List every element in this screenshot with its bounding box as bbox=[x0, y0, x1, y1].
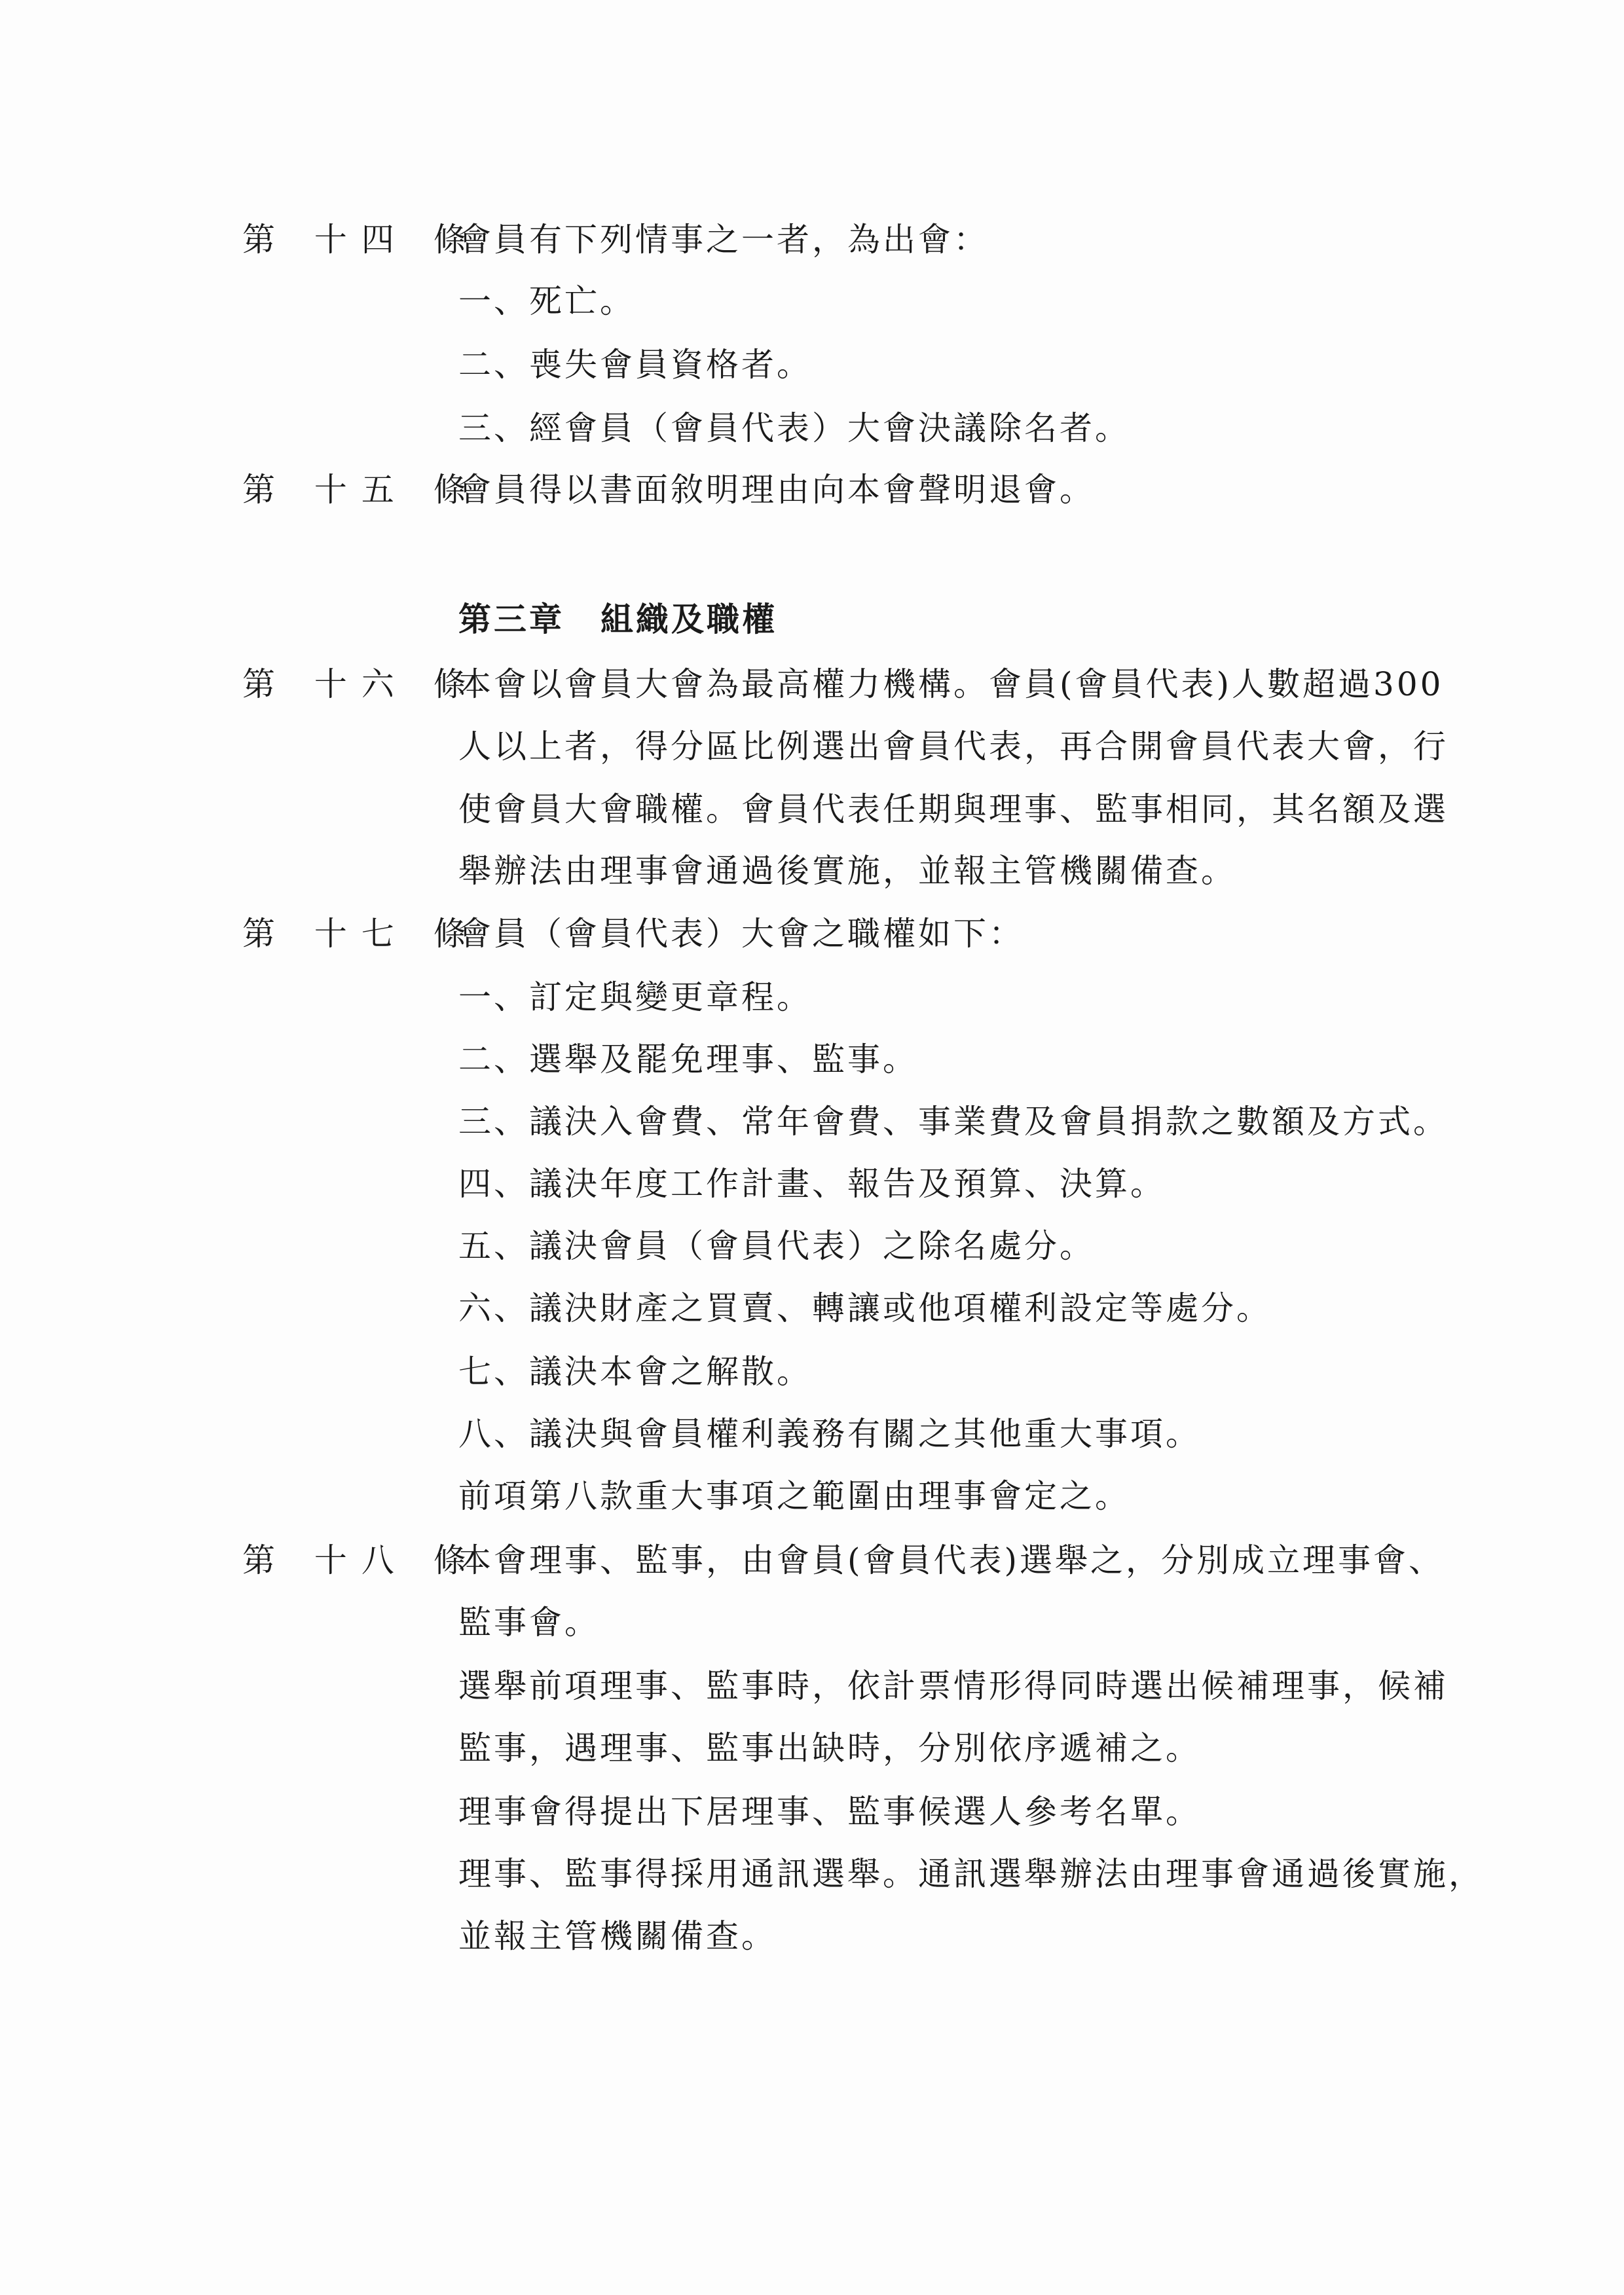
article-17-line-8: 七、議決本會之解散。 bbox=[458, 1353, 812, 1391]
article-14-line-4: 三、經會員（會員代表）大會決議除名者。 bbox=[458, 409, 1130, 447]
article-17-line-4: 三、議決入會費、常年會費、事業費及會員捐款之數額及方式。 bbox=[458, 1103, 1449, 1141]
article-18-line-1: 本會理事、監事，由會員(會員代表)選舉之，分別成立理事會、 bbox=[458, 1541, 1445, 1579]
article-15-label: 第 十五 條 bbox=[242, 471, 481, 509]
chapter-number: 第三章 bbox=[458, 600, 564, 638]
article-14-line-3: 二、喪失會員資格者。 bbox=[458, 346, 812, 384]
article-14-label: 第 十四 條 bbox=[242, 221, 481, 259]
chapter-title: 組織及職權 bbox=[600, 600, 777, 638]
article-14-line-2: 一、死亡。 bbox=[458, 282, 635, 320]
article-16-label: 第 十六 條 bbox=[242, 665, 481, 703]
chapter-heading bbox=[458, 600, 777, 639]
article-14-line-1: 會員有下列情事之一者，為出會： bbox=[458, 221, 989, 259]
article-18-line-5: 理事會得提出下居理事、監事候選人參考名單。 bbox=[458, 1793, 1201, 1831]
article-17-line-1: 會員（會員代表）大會之職權如下： bbox=[458, 915, 1024, 953]
article-17-line-7: 六、議決財產之買賣、轉讓或他項權利設定等處分。 bbox=[458, 1289, 1272, 1327]
article-15-line-1: 會員得以書面敘明理由向本會聲明退會。 bbox=[458, 471, 1095, 509]
article-18-line-4: 監事，遇理事、監事出缺時，分別依序遞補之。 bbox=[458, 1729, 1201, 1767]
article-16-line-4: 舉辦法由理事會通過後實施，並報主管機關備查。 bbox=[458, 852, 1236, 890]
article-16-line-1: 本會以會員大會為最高權力機構。會員(會員代表)人數超過300 bbox=[458, 665, 1444, 703]
article-18-line-7: 並報主管機關備查。 bbox=[458, 1917, 777, 1955]
article-17-line-6: 五、議決會員（會員代表）之除名處分。 bbox=[458, 1227, 1095, 1265]
article-17-label: 第 十七 條 bbox=[242, 915, 481, 953]
article-17-line-9: 八、議決與會員權利義務有關之其他重大事項。 bbox=[458, 1415, 1201, 1453]
article-17-line-5: 四、議決年度工作計畫、報告及預算、決算。 bbox=[458, 1165, 1166, 1203]
article-16-line-2: 人以上者，得分區比例選出會員代表，再合開會員代表大會，行 bbox=[458, 727, 1449, 765]
article-18-line-2: 監事會。 bbox=[458, 1604, 600, 1642]
article-16-line-3: 使會員大會職權。會員代表任期與理事、監事相同，其名額及選 bbox=[458, 790, 1449, 828]
article-18-line-6: 理事、監事得採用通訊選舉。通訊選舉辦法由理事會通過後實施， bbox=[458, 1855, 1484, 1893]
article-17-line-10: 前項第八款重大事項之範圍由理事會定之。 bbox=[458, 1477, 1130, 1515]
article-18-label: 第 十八 條 bbox=[242, 1541, 481, 1579]
article-18-line-3: 選舉前項理事、監事時，依計票情形得同時選出候補理事，候補 bbox=[458, 1667, 1449, 1705]
article-17-line-2: 一、訂定與變更章程。 bbox=[458, 978, 812, 1016]
article-17-line-3: 二、選舉及罷免理事、監事。 bbox=[458, 1040, 918, 1078]
